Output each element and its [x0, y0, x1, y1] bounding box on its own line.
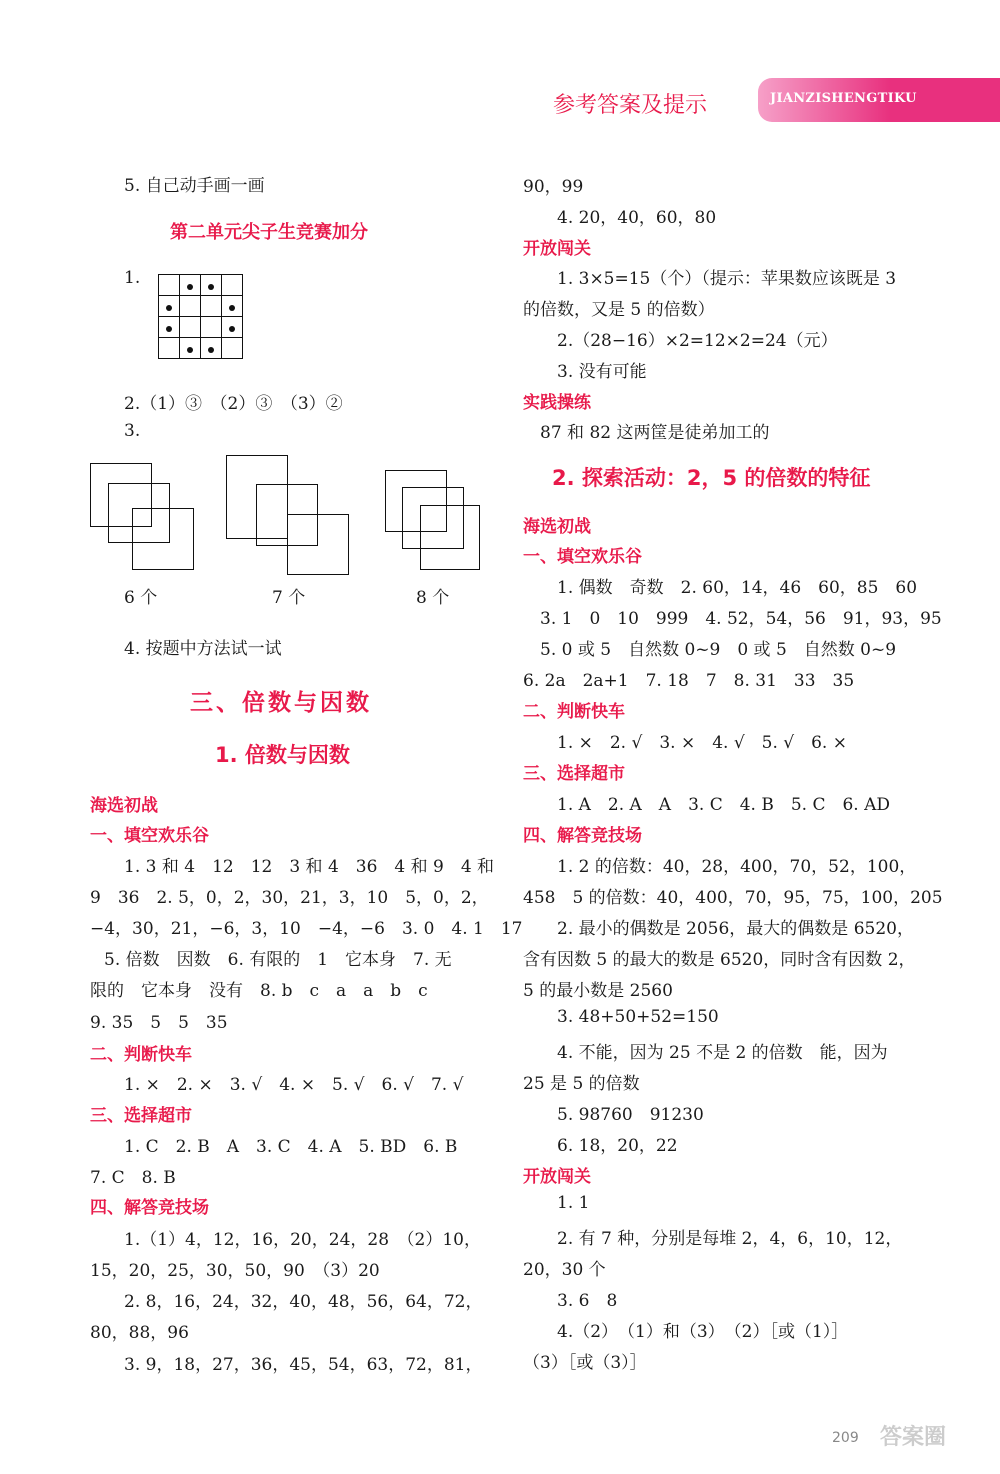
- answer-line: 9 36 2. 5，0，2，30，21，3，10 5，0，2，: [90, 888, 489, 908]
- figure-caption: 8 个: [416, 588, 450, 608]
- answer-line: 3. 1 0 10 999 4. 52，54，56 91，93，95: [540, 609, 942, 629]
- subsection-heading: 开放闯关: [523, 239, 591, 259]
- answer-line: 1. C 2. B A 3. C 4. A 5. BD 6. B: [124, 1137, 458, 1157]
- watermark: 答案圈: [880, 1425, 947, 1450]
- subsection-heading: 海选初战: [90, 796, 158, 816]
- answer-line: 3. 9，18，27，36，45，54，63，72，81，: [124, 1355, 483, 1375]
- answer-line: 90，99: [523, 177, 584, 197]
- answer-line: 2.（1）③ （2）③ （3）②: [124, 394, 343, 414]
- subsection-heading: 一、填空欢乐谷: [90, 826, 209, 846]
- chapter-heading: 三、倍数与因数: [190, 690, 372, 716]
- subsection-heading: 海选初战: [523, 517, 591, 537]
- answer-line: 4. 不能，因为 25 不是 2 的倍数 能，因为: [557, 1043, 888, 1063]
- answer-line: 1. × 2. √ 3. × 4. √ 5. √ 6. ×: [557, 733, 847, 753]
- figure-caption: 6 个: [124, 588, 158, 608]
- answer-line: 3. 6 8: [557, 1291, 618, 1311]
- answer-line: 5. 98760 91230: [557, 1105, 704, 1125]
- answer-line: 1. 2 的倍数：40，28，400，70，52，100，: [557, 857, 917, 877]
- grid-dot: [208, 284, 214, 290]
- grid-dot: [187, 284, 193, 290]
- answer-line: 6. 18，20，22: [557, 1136, 678, 1156]
- subsection-heading: 一、填空欢乐谷: [523, 547, 642, 567]
- answer-line: 2. 8，16，24，32，40，48，56，64，72，: [124, 1292, 483, 1312]
- subsection-heading: 四、解答竞技场: [523, 826, 642, 846]
- dot-grid: [158, 274, 243, 359]
- answer-line: 2.（28−16）×2=12×2=24（元）: [557, 331, 838, 351]
- grid-dot: [166, 326, 172, 332]
- page-number: 209: [832, 1430, 859, 1446]
- answer-line: 2. 最小的偶数是 2056，最大的偶数是 6520，: [557, 919, 914, 939]
- subsection-heading: 二、判断快车: [90, 1045, 192, 1065]
- subsection-heading: 四、解答竞技场: [90, 1198, 209, 1218]
- answer-line: 1. A 2. A A 3. C 4. B 5. C 6. AD: [557, 795, 890, 815]
- unit2-heading: 第二单元尖子生竞赛加分: [170, 222, 368, 243]
- answer-line: −4，30，21，−6，3，10 −4，−6 3. 0 4. 1 17: [90, 919, 523, 939]
- answer-line: 1. 偶数 奇数 2. 60，14，46 60，85 60: [557, 578, 918, 598]
- answer-line: 15，20，25，30，50，90 （3）20: [90, 1261, 380, 1281]
- header-band-text: JIANZISHENGTIKU: [770, 91, 917, 106]
- answer-line: 6. 2a 2a+1 7. 18 7 8. 31 33 35: [523, 671, 855, 691]
- subsection-heading: 实践操练: [523, 393, 591, 413]
- question-label: 3.: [124, 421, 141, 441]
- answer-line: 1. × 2. × 3. √ 4. × 5. √ 6. √ 7. √: [124, 1075, 464, 1095]
- left-line: 5. 自己动手画一画: [124, 176, 265, 196]
- grid-dot: [187, 347, 193, 353]
- answer-line: 限的 它本身 没有 8. b c a a b c: [90, 981, 428, 1001]
- grid-dot: [229, 305, 235, 311]
- answer-line: 4. 按题中方法试一试: [124, 639, 282, 659]
- section-heading: 1. 倍数与因数: [215, 743, 350, 767]
- answer-line: （3）［或（3）］: [523, 1353, 647, 1373]
- figure-caption: 7 个: [272, 588, 306, 608]
- answer-line: 9. 35 5 5 35: [90, 1013, 228, 1033]
- subsection-heading: 开放闯关: [523, 1167, 591, 1187]
- answer-line: 3. 没有可能: [557, 362, 647, 382]
- answer-line: 80，88，96: [90, 1323, 189, 1343]
- answer-line: 含有因数 5 的最大的数是 6520，同时含有因数 2，: [523, 950, 916, 970]
- subsection-heading: 三、选择超市: [523, 764, 625, 784]
- answer-line: 的倍数，又是 5 的倍数）: [523, 300, 715, 320]
- answer-line: 25 是 5 的倍数: [523, 1074, 640, 1094]
- grid-dot: [229, 326, 235, 332]
- grid-dot: [166, 305, 172, 311]
- header-band: [758, 78, 1000, 122]
- answer-line: 20，30 个: [523, 1260, 606, 1280]
- answer-line: 4. 20，40，60，80: [557, 208, 717, 228]
- answer-line: 4.（2） （1）和（3） （2）［或（1）］: [557, 1322, 849, 1342]
- square: [420, 505, 480, 570]
- section-heading: 2. 探索活动：2，5 的倍数的特征: [552, 466, 871, 490]
- answer-line: 3. 48+50+52=150: [557, 1007, 719, 1027]
- square: [287, 514, 349, 575]
- answer-line: 458 5 的倍数：40，400，70，95，75，100，205: [523, 888, 943, 908]
- answer-line: 1. 1: [557, 1193, 590, 1213]
- answer-line: 5. 倍数 因数 6. 有限的 1 它本身 7. 无: [104, 950, 452, 970]
- answer-line: 5 的最小数是 2560: [523, 981, 673, 1001]
- answer-line: 1. 3×5=15（个）（提示：苹果数应该既是 3: [557, 269, 897, 289]
- subsection-heading: 三、选择超市: [90, 1106, 192, 1126]
- answer-line: 1. 3 和 4 12 12 3 和 4 36 4 和 9 4 和: [124, 857, 495, 877]
- question-label: 1.: [124, 268, 141, 288]
- answer-line: 87 和 82 这两筐是徒弟加工的: [540, 423, 770, 443]
- grid-dot: [208, 347, 214, 353]
- answer-line: 7. C 8. B: [90, 1168, 176, 1188]
- header-title: 参考答案及提示: [553, 93, 708, 118]
- answer-line: 2. 有 7 种，分别是每堆 2，4，6，10，12，: [557, 1229, 903, 1249]
- square: [132, 508, 194, 570]
- answer-line: 5. 0 或 5 自然数 0~9 0 或 5 自然数 0~9: [540, 640, 897, 660]
- subsection-heading: 二、判断快车: [523, 702, 625, 722]
- answer-line: 1.（1）4，12，16，20，24，28 （2）10，: [124, 1230, 481, 1250]
